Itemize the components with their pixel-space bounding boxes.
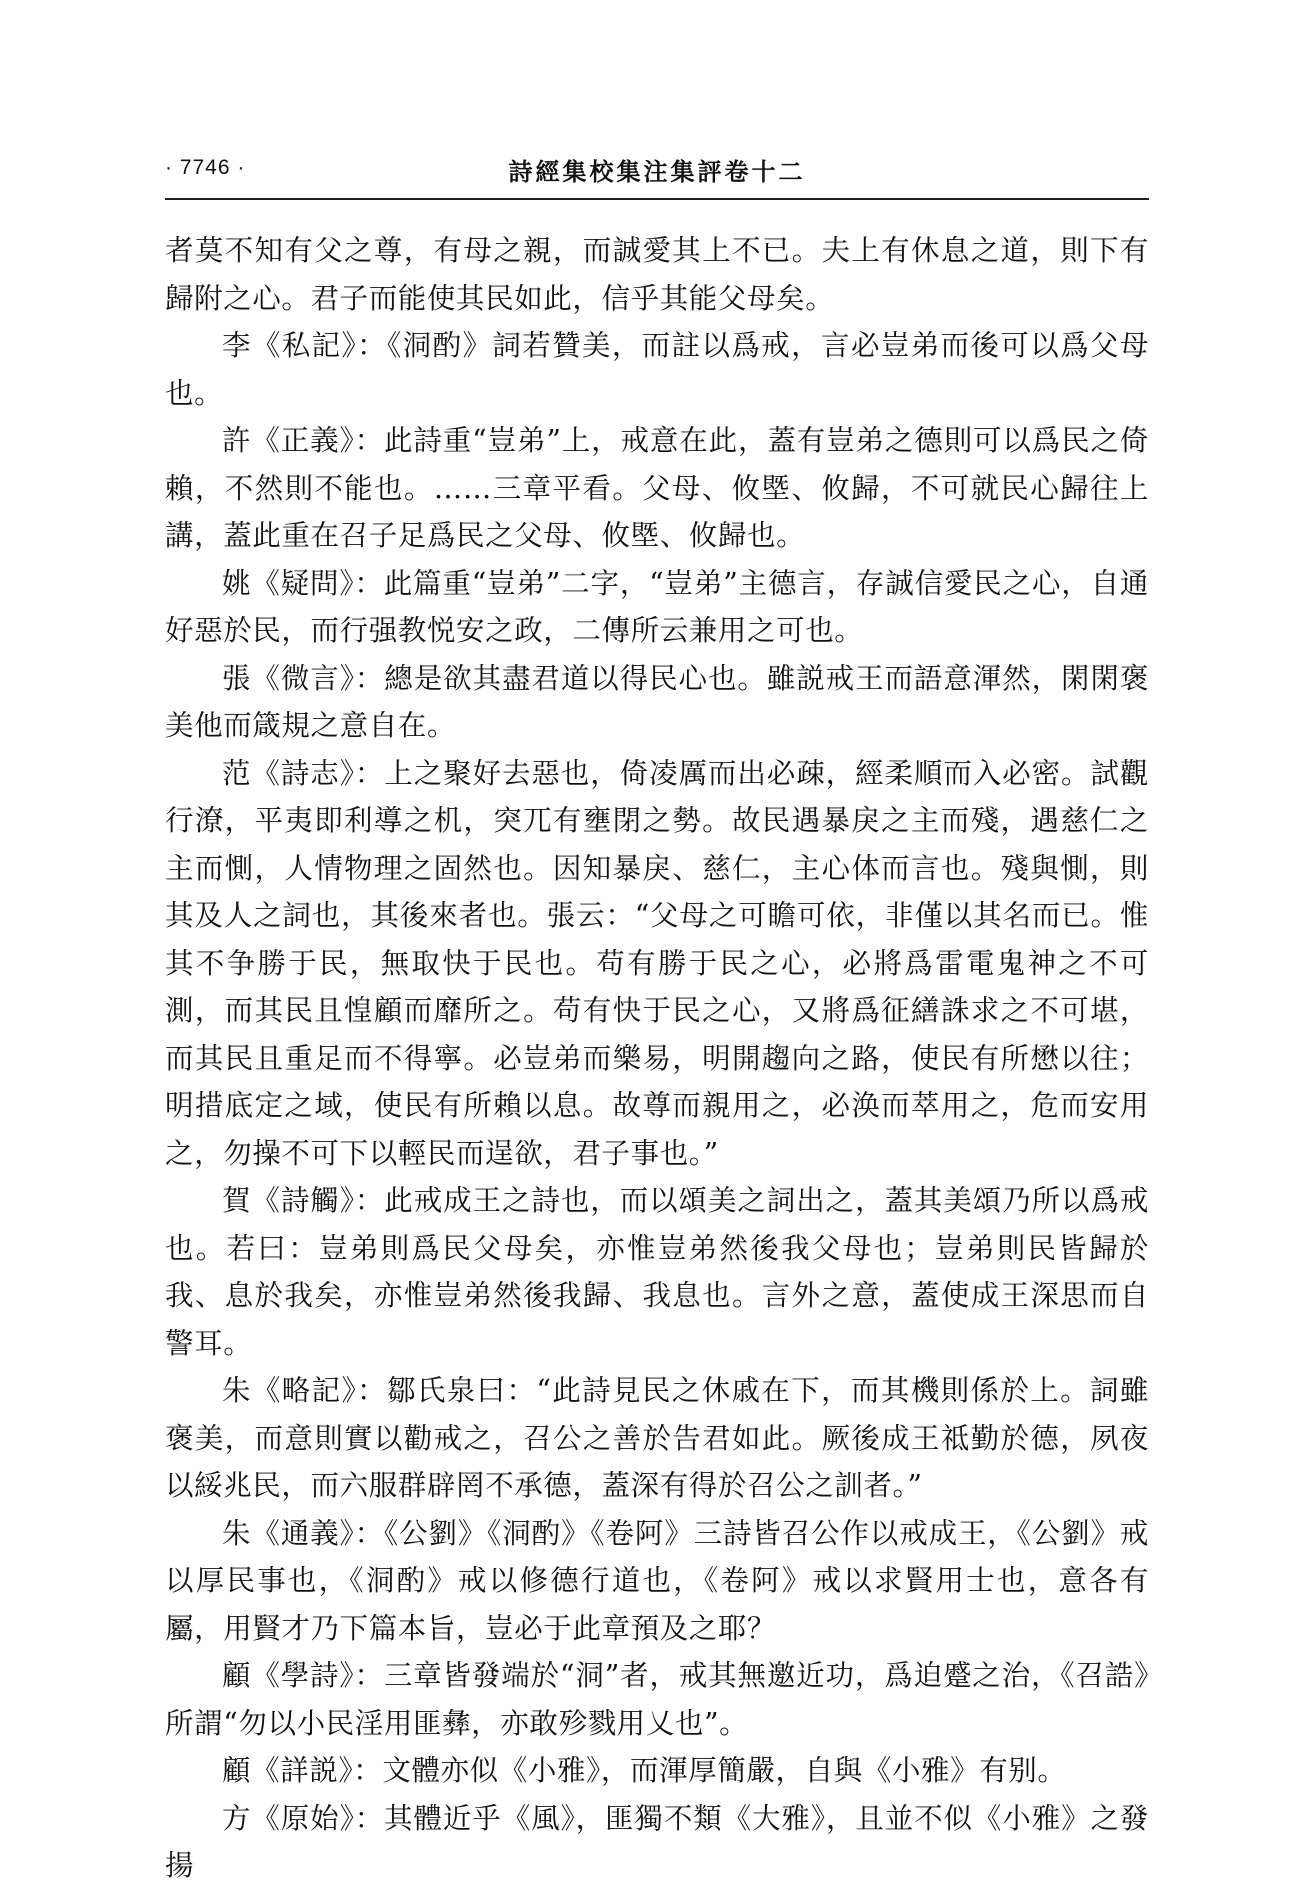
paragraph: 朱《通義》：《公劉》《洞酌》《卷阿》三詩皆召公作以戒成王，《公劉》戒以厚民事也，《洞酌》戒以修德行道也，《卷阿》戒以求賢用士也，意各有屬，用賢才乃下篇本旨，豈必于此章預及之耶？ — [165, 1516, 1149, 1645]
paragraph: 賀《詩觸》：此戒成王之詩也，而以頌美之詞出之，蓋其美頌乃所以爲戒也。若曰：豈弟則爲民父母矣，亦惟豈弟然後我父母也；豈弟則民皆歸於我、息於我矣，亦惟豈弟然後我歸、我息也。言外之意，蓋使成王深思而自警耳。 — [165, 1184, 1149, 1360]
paragraph: 朱《略記》：鄒氏泉曰：“此詩見民之休戚在下，而其機則係於上。詞雖褒美，而意則實以勸戒之，召公之善於告君如此。厥後成王祗勤於德，夙夜以綏兆民，而六服群辟罔不承德，蓋深有得於召公之訓者。” — [165, 1374, 1149, 1502]
page-header — [165, 150, 1149, 200]
body-text — [165, 227, 1149, 1890]
paragraph: 者莫不知有父之尊，有母之親，而誠愛其上不已。夫上有休息之道，則下有歸附之心。君子而能使其民如此，信乎其能父母矣。 — [165, 234, 1149, 315]
paragraph: 許《正義》：此詩重“豈弟”上，戒意在此，蓋有豈弟之德則可以爲民之倚賴，不然則不能也。……三章平看。父母、攸塈、攸歸，不可就民心歸往上講，蓋此重在召子足爲民之父母、攸塈、攸歸也。 — [165, 424, 1149, 552]
paragraph: 顧《學詩》：三章皆發端於“洞”者，戒其無邀近功，爲迫蹙之治，《召誥》所謂“勿以小民淫用匪彝，亦敢殄戮用乂也”。 — [165, 1659, 1149, 1740]
paragraph: 范《詩志》：上之聚好去惡也，倚凌厲而出必疎，經柔順而入必密。試觀行潦，平夷即利導之机，突兀有壅閉之勢。故民遇暴戾之主而殘，遇慈仁之主而惻，人情物理之固然也。因知暴戾、慈仁，主心体而言也。殘與惻，則其及人之詞也，其後來者也。張云：“父母之可瞻可依，非僅以其名而已。惟其不争勝于民，無取快于民也。苟有勝于民之心，必將爲雷電鬼神之不可測，而其民且惶顧而靡所之。苟有快于民之心，又將爲征繕誅求之不可堪，而其民且重足而不得寧。必豈弟而樂易，明開趨向之路，使民有所懋以往；明措底定之域，使民有所賴以息。故尊而親用之，必涣而萃用之，危而安用之，勿操不可下以輕民而逞欲，君子事也。” — [165, 756, 1149, 1170]
paragraph: 顧《詳説》：文體亦似《小雅》，而渾厚簡嚴，自與《小雅》有别。 — [222, 1754, 1067, 1787]
page-number: · 7746 · — [165, 156, 246, 179]
paragraph: 姚《疑問》：此篇重“豈弟”二字，“豈弟”主德言，存誠信愛民之心，自通好惡於民，而行强教悦安之政，二傳所云兼用之可也。 — [165, 566, 1149, 647]
running-title: 詩經集校集注集評卷十二 — [508, 157, 806, 186]
paragraph: 李《私記》：《洞酌》詞若贊美，而註以爲戒，言必豈弟而後可以爲父母也。 — [165, 329, 1149, 410]
paragraph: 方《原始》：其體近乎《風》，匪獨不類《大雅》，且並不似《小雅》之發揚 — [165, 1801, 1149, 1882]
paragraph: 張《微言》：總是欲其盡君道以得民心也。雖説戒王而語意渾然，閑閑褒美他而箴規之意自在。 — [165, 661, 1149, 742]
